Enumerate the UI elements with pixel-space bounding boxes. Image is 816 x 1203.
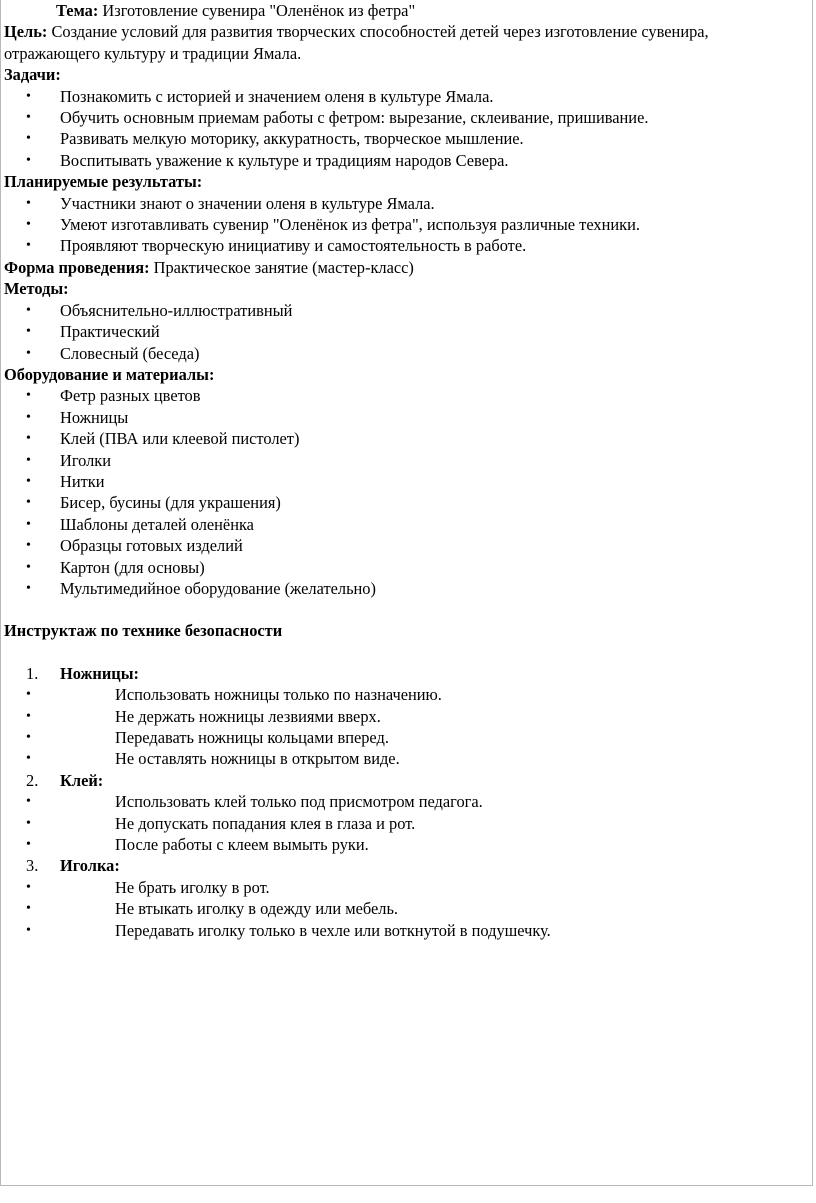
section-title: Ножницы: xyxy=(60,663,140,683)
safety-section-title xyxy=(4,855,804,876)
needle-rules-list xyxy=(4,877,804,941)
page-border-left xyxy=(0,0,1,1186)
topic-text: Изготовление сувенира "Оленёнок из фетра" xyxy=(98,1,416,20)
list-item: • Ножницы xyxy=(4,407,804,428)
section-number: 1. xyxy=(26,663,39,683)
list-item: • Воспитывать уважение к культуре и традициям народов Севера. xyxy=(4,150,804,171)
list-item: • Иголки xyxy=(4,450,804,471)
list-item: • Познакомить с историей и значением оленя в культуре Ямала. xyxy=(4,86,804,107)
list-item: • Передавать ножницы кольцами вперед. xyxy=(4,727,804,748)
list-item: • Проявляют творческую инициативу и самостоятельность в работе. xyxy=(4,235,804,256)
list-item: • Не оставлять ножницы в открытом виде. xyxy=(4,748,804,769)
form-line xyxy=(4,257,804,278)
list-item: • Развивать мелкую моторику, аккуратность, творческое мышление. xyxy=(4,128,804,149)
results-heading: Планируемые результаты: xyxy=(4,172,203,192)
tasks-list xyxy=(4,86,804,172)
list-item: • Не допускать попадания клея в глаза и рот. xyxy=(4,813,804,834)
page-border-bottom xyxy=(0,1185,813,1186)
blank-line xyxy=(4,642,804,663)
section-number: 2. xyxy=(26,770,39,790)
list-item: • Не брать иголку в рот. xyxy=(4,877,804,898)
equipment-heading: Оборудование и материалы: xyxy=(4,364,215,384)
list-item: • Бисер, бусины (для украшения) xyxy=(4,492,804,513)
list-item: • Образцы готовых изделий xyxy=(4,535,804,556)
safety-section-title xyxy=(4,770,804,791)
goal-label: Цель: xyxy=(4,22,48,42)
list-item: • После работы с клеем вымыть руки. xyxy=(4,834,804,855)
list-item: • Использовать ножницы только по назначению. xyxy=(4,684,804,705)
blank-line xyxy=(4,599,804,620)
methods-list xyxy=(4,300,804,364)
topic-label: Тема: xyxy=(56,1,99,20)
list-item: • Использовать клей только под присмотром педагога. xyxy=(4,791,804,812)
topic-line xyxy=(4,0,804,21)
list-item: • Картон (для основы) xyxy=(4,557,804,578)
goal-paragraph xyxy=(4,21,804,64)
list-item: • Не втыкать иголку в одежду или мебель. xyxy=(4,898,804,919)
section-title: Клей: xyxy=(60,770,104,790)
methods-heading: Методы: xyxy=(4,279,69,299)
tasks-heading: Задачи: xyxy=(4,65,61,85)
goal-text: Создание условий для развития творческих способностей детей через изготовление сувенира, отражающего культуру и традиции Ямала. xyxy=(4,22,709,63)
scissors-rules-list xyxy=(4,684,804,770)
results-list xyxy=(4,193,804,257)
list-item: • Нитки xyxy=(4,471,804,492)
section-number: 3. xyxy=(26,856,39,876)
section-title: Иголка: xyxy=(60,856,120,876)
list-item: • Клей (ПВА или клеевой пистолет) xyxy=(4,428,804,449)
list-item: • Практический xyxy=(4,321,804,342)
list-item: • Участники знают о значении оленя в культуре Ямала. xyxy=(4,193,804,214)
list-item: • Объяснительно-иллюстративный xyxy=(4,300,804,321)
list-item: • Передавать иголку только в чехле или воткнутой в подушечку. xyxy=(4,920,804,941)
glue-rules-list xyxy=(4,791,804,855)
form-label: Форма проведения: xyxy=(4,257,150,277)
list-item: • Не держать ножницы лезвиями вверх. xyxy=(4,706,804,727)
list-item: • Фетр разных цветов xyxy=(4,385,804,406)
list-item: • Мультимедийное оборудование (желательно) xyxy=(4,578,804,599)
equipment-list xyxy=(4,385,804,599)
page-border-right xyxy=(812,0,813,1186)
list-item: • Умеют изготавливать сувенир "Оленёнок из фетра", используя различные техники. xyxy=(4,214,804,235)
list-item: • Словесный (беседа) xyxy=(4,343,804,364)
form-text: Практическое занятие (мастер-класс) xyxy=(149,257,414,277)
safety-section-title xyxy=(4,663,804,684)
document-content xyxy=(4,0,804,941)
safety-heading: Инструктаж по технике безопасности xyxy=(4,621,283,641)
list-item: • Обучить основным приемам работы с фетром: вырезание, склеивание, пришивание. xyxy=(4,107,804,128)
list-item: • Шаблоны деталей оленёнка xyxy=(4,514,804,535)
